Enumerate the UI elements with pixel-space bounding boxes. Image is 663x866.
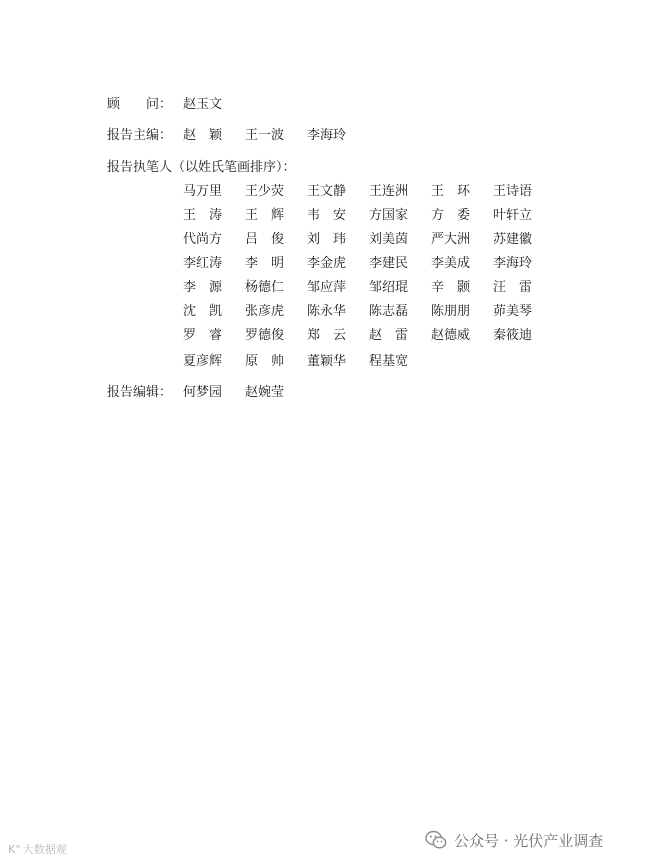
writer-name: 杨德仁 [245, 280, 285, 295]
writer-name: 李建民 [369, 256, 409, 271]
writers-label: 报告执笔人（以姓氏笔画排序）： [107, 160, 296, 175]
writer-name: 方国家 [369, 208, 409, 223]
report-editors-row [107, 385, 172, 401]
writer-name: 王 环 [431, 184, 471, 199]
writer-name: 李红涛 [183, 256, 223, 271]
writer-name: 夏彦辉 [183, 354, 223, 369]
writer-name: 苏建徽 [493, 232, 533, 247]
writer-name: 邹绍琨 [369, 280, 409, 295]
editor-in-chief-name: 王一波 [245, 128, 285, 143]
writer-name: 李金虎 [307, 256, 347, 271]
writer-name: 赵 雷 [369, 328, 409, 343]
writer-name: 陈永华 [307, 304, 347, 319]
writer-name: 李 明 [245, 256, 285, 271]
writer-name: 李美成 [431, 256, 471, 271]
report-editors-label: 报告编辑： [107, 385, 173, 400]
writer-name: 李海玲 [493, 256, 533, 271]
writers-row [107, 160, 296, 176]
writer-name: 罗 睿 [183, 328, 223, 343]
writer-name: 刘 玮 [307, 232, 347, 247]
writer-name: 董颖华 [307, 354, 347, 369]
writer-name: 程基宽 [369, 354, 409, 369]
watermark-right [425, 828, 603, 852]
writer-name: 罗德俊 [245, 328, 285, 343]
writer-name: 秦筱迪 [493, 328, 533, 343]
writer-name: 郑 云 [307, 328, 347, 343]
writer-name: 韦 安 [307, 208, 347, 223]
watermark-left [8, 843, 67, 857]
writer-name: 陈朋朋 [431, 304, 471, 319]
writer-name: 原 帅 [245, 354, 285, 369]
wechat-icon [425, 830, 447, 850]
writer-name: 方 委 [431, 208, 471, 223]
kimi-logo-icon: K° [8, 843, 21, 856]
writer-name: 王 辉 [245, 208, 285, 223]
advisor-name: 赵玉文 [183, 97, 223, 112]
writer-name: 马万里 [183, 184, 223, 199]
writer-name: 王文静 [307, 184, 347, 199]
writer-name: 吕 俊 [245, 232, 285, 247]
advisor-row [107, 97, 172, 113]
writer-name: 邹应萍 [307, 280, 347, 295]
writer-name: 辛 颢 [431, 280, 471, 295]
writer-name: 汪 雷 [493, 280, 533, 295]
writer-name: 王诗语 [493, 184, 533, 199]
report-editor-name: 何梦园 [183, 385, 223, 400]
writer-name: 刘美茵 [369, 232, 409, 247]
writer-name: 王少荧 [245, 184, 285, 199]
advisor-label: 顾 问： [107, 97, 173, 112]
writer-name: 沈 凯 [183, 304, 223, 319]
editor-in-chief-name: 赵 颖 [183, 128, 223, 143]
watermark-left-text: 大数据观 [22, 843, 67, 856]
report-editor-name: 赵婉莹 [245, 385, 285, 400]
writer-name: 王 涛 [183, 208, 223, 223]
writer-name: 王连洲 [369, 184, 409, 199]
writer-name: 张彦虎 [245, 304, 285, 319]
writer-name: 茆美琴 [493, 304, 533, 319]
writer-name: 代尚方 [183, 232, 223, 247]
writer-name: 严大洲 [431, 232, 471, 247]
editors-in-chief-label: 报告主编： [107, 128, 173, 143]
editors-in-chief-row [107, 128, 172, 144]
writer-name: 陈志磊 [369, 304, 409, 319]
editor-in-chief-name: 李海玲 [307, 128, 347, 143]
writer-name: 李 源 [183, 280, 223, 295]
watermark-right-text: 公众号 · 光伏产业调查 [454, 831, 604, 850]
writer-name: 赵德威 [431, 328, 471, 343]
writer-name: 叶轩立 [493, 208, 533, 223]
